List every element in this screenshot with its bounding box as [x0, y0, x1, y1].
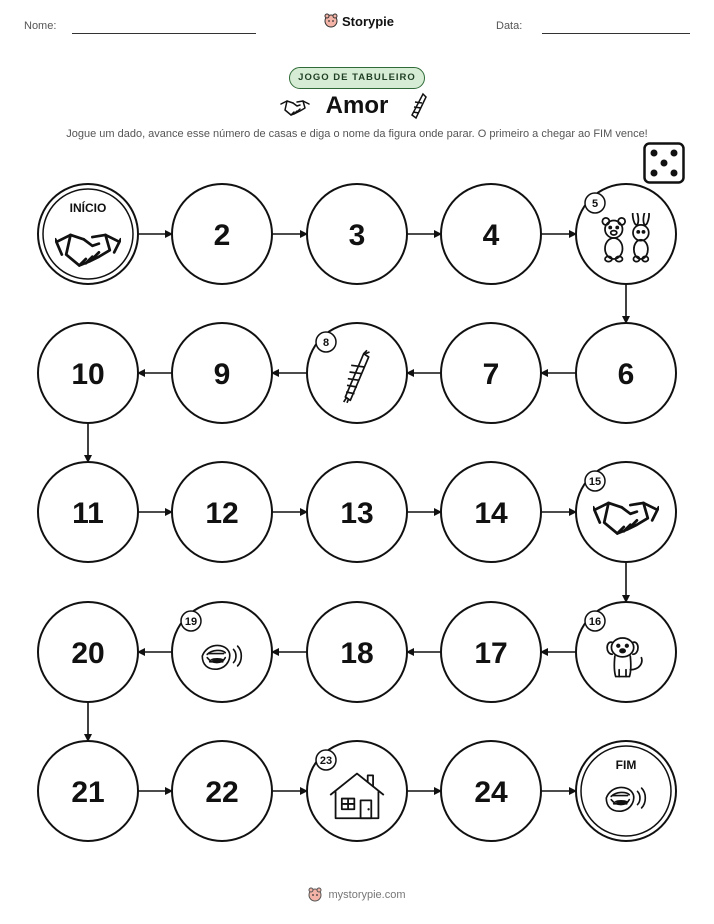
space-number: 14	[474, 497, 508, 530]
board-space	[172, 323, 272, 423]
footer-site: mystorypie.com	[328, 889, 406, 901]
board-space	[576, 323, 676, 423]
space-number: 8	[322, 337, 330, 349]
board-space	[38, 323, 138, 423]
space-number: 16	[588, 616, 602, 628]
brand-name: Storypie	[342, 13, 395, 29]
board-space	[441, 184, 541, 284]
space-number: 7	[482, 358, 500, 391]
space-number: 22	[205, 776, 239, 809]
board-space	[576, 602, 676, 702]
space-number: 17	[474, 637, 508, 670]
board-space	[172, 741, 272, 841]
name-label: Nome:	[24, 20, 57, 32]
space-number: 4	[482, 219, 500, 252]
board-space	[172, 602, 272, 702]
board-space	[38, 462, 138, 562]
game-type-badge: JOGO DE TABULEIRO	[289, 67, 425, 89]
board-space	[38, 602, 138, 702]
space-number: 3	[348, 219, 366, 252]
storypie-mascot-icon	[308, 887, 322, 903]
space-number: 9	[213, 358, 231, 391]
board-space	[307, 602, 407, 702]
space-number: 19	[184, 616, 198, 628]
space-number: 23	[319, 755, 333, 767]
space-circle	[38, 184, 138, 284]
board-spaces	[38, 184, 676, 841]
board-space	[307, 462, 407, 562]
space-number: 10	[71, 358, 105, 391]
space-number: 6	[617, 358, 635, 391]
finish-label: FIM	[615, 758, 637, 772]
space-number: 21	[71, 776, 105, 809]
board-space	[172, 462, 272, 562]
board-space	[576, 184, 676, 284]
board-space	[576, 462, 676, 562]
board-space	[307, 184, 407, 284]
board-space	[441, 323, 541, 423]
instructions: Jogue um dado, avance esse número de casas e diga o nome da figura onde parar. O primeiro a chegar ao FIM vence!	[66, 128, 648, 140]
space-number: 24	[474, 776, 508, 809]
date-label: Data:	[496, 20, 523, 32]
space-number: 20	[71, 637, 105, 670]
board-space	[441, 602, 541, 702]
start-label: INÍCIO	[69, 201, 107, 215]
board-space	[307, 741, 407, 841]
space-number: 11	[72, 497, 104, 530]
game-title: Amor	[325, 92, 389, 119]
space-number: 2	[213, 219, 231, 252]
space-number: 18	[340, 637, 374, 670]
board-space	[38, 741, 138, 841]
space-number: 13	[340, 497, 374, 530]
finish-space	[576, 741, 676, 841]
board-space	[441, 462, 541, 562]
space-number: 15	[588, 476, 602, 488]
board-space	[172, 184, 272, 284]
board-space	[307, 323, 407, 423]
space-number: 12	[205, 497, 239, 530]
space-circle	[576, 741, 676, 841]
space-number: 5	[591, 198, 599, 210]
start-space	[38, 184, 138, 284]
board-space	[441, 741, 541, 841]
footer	[0, 887, 714, 903]
